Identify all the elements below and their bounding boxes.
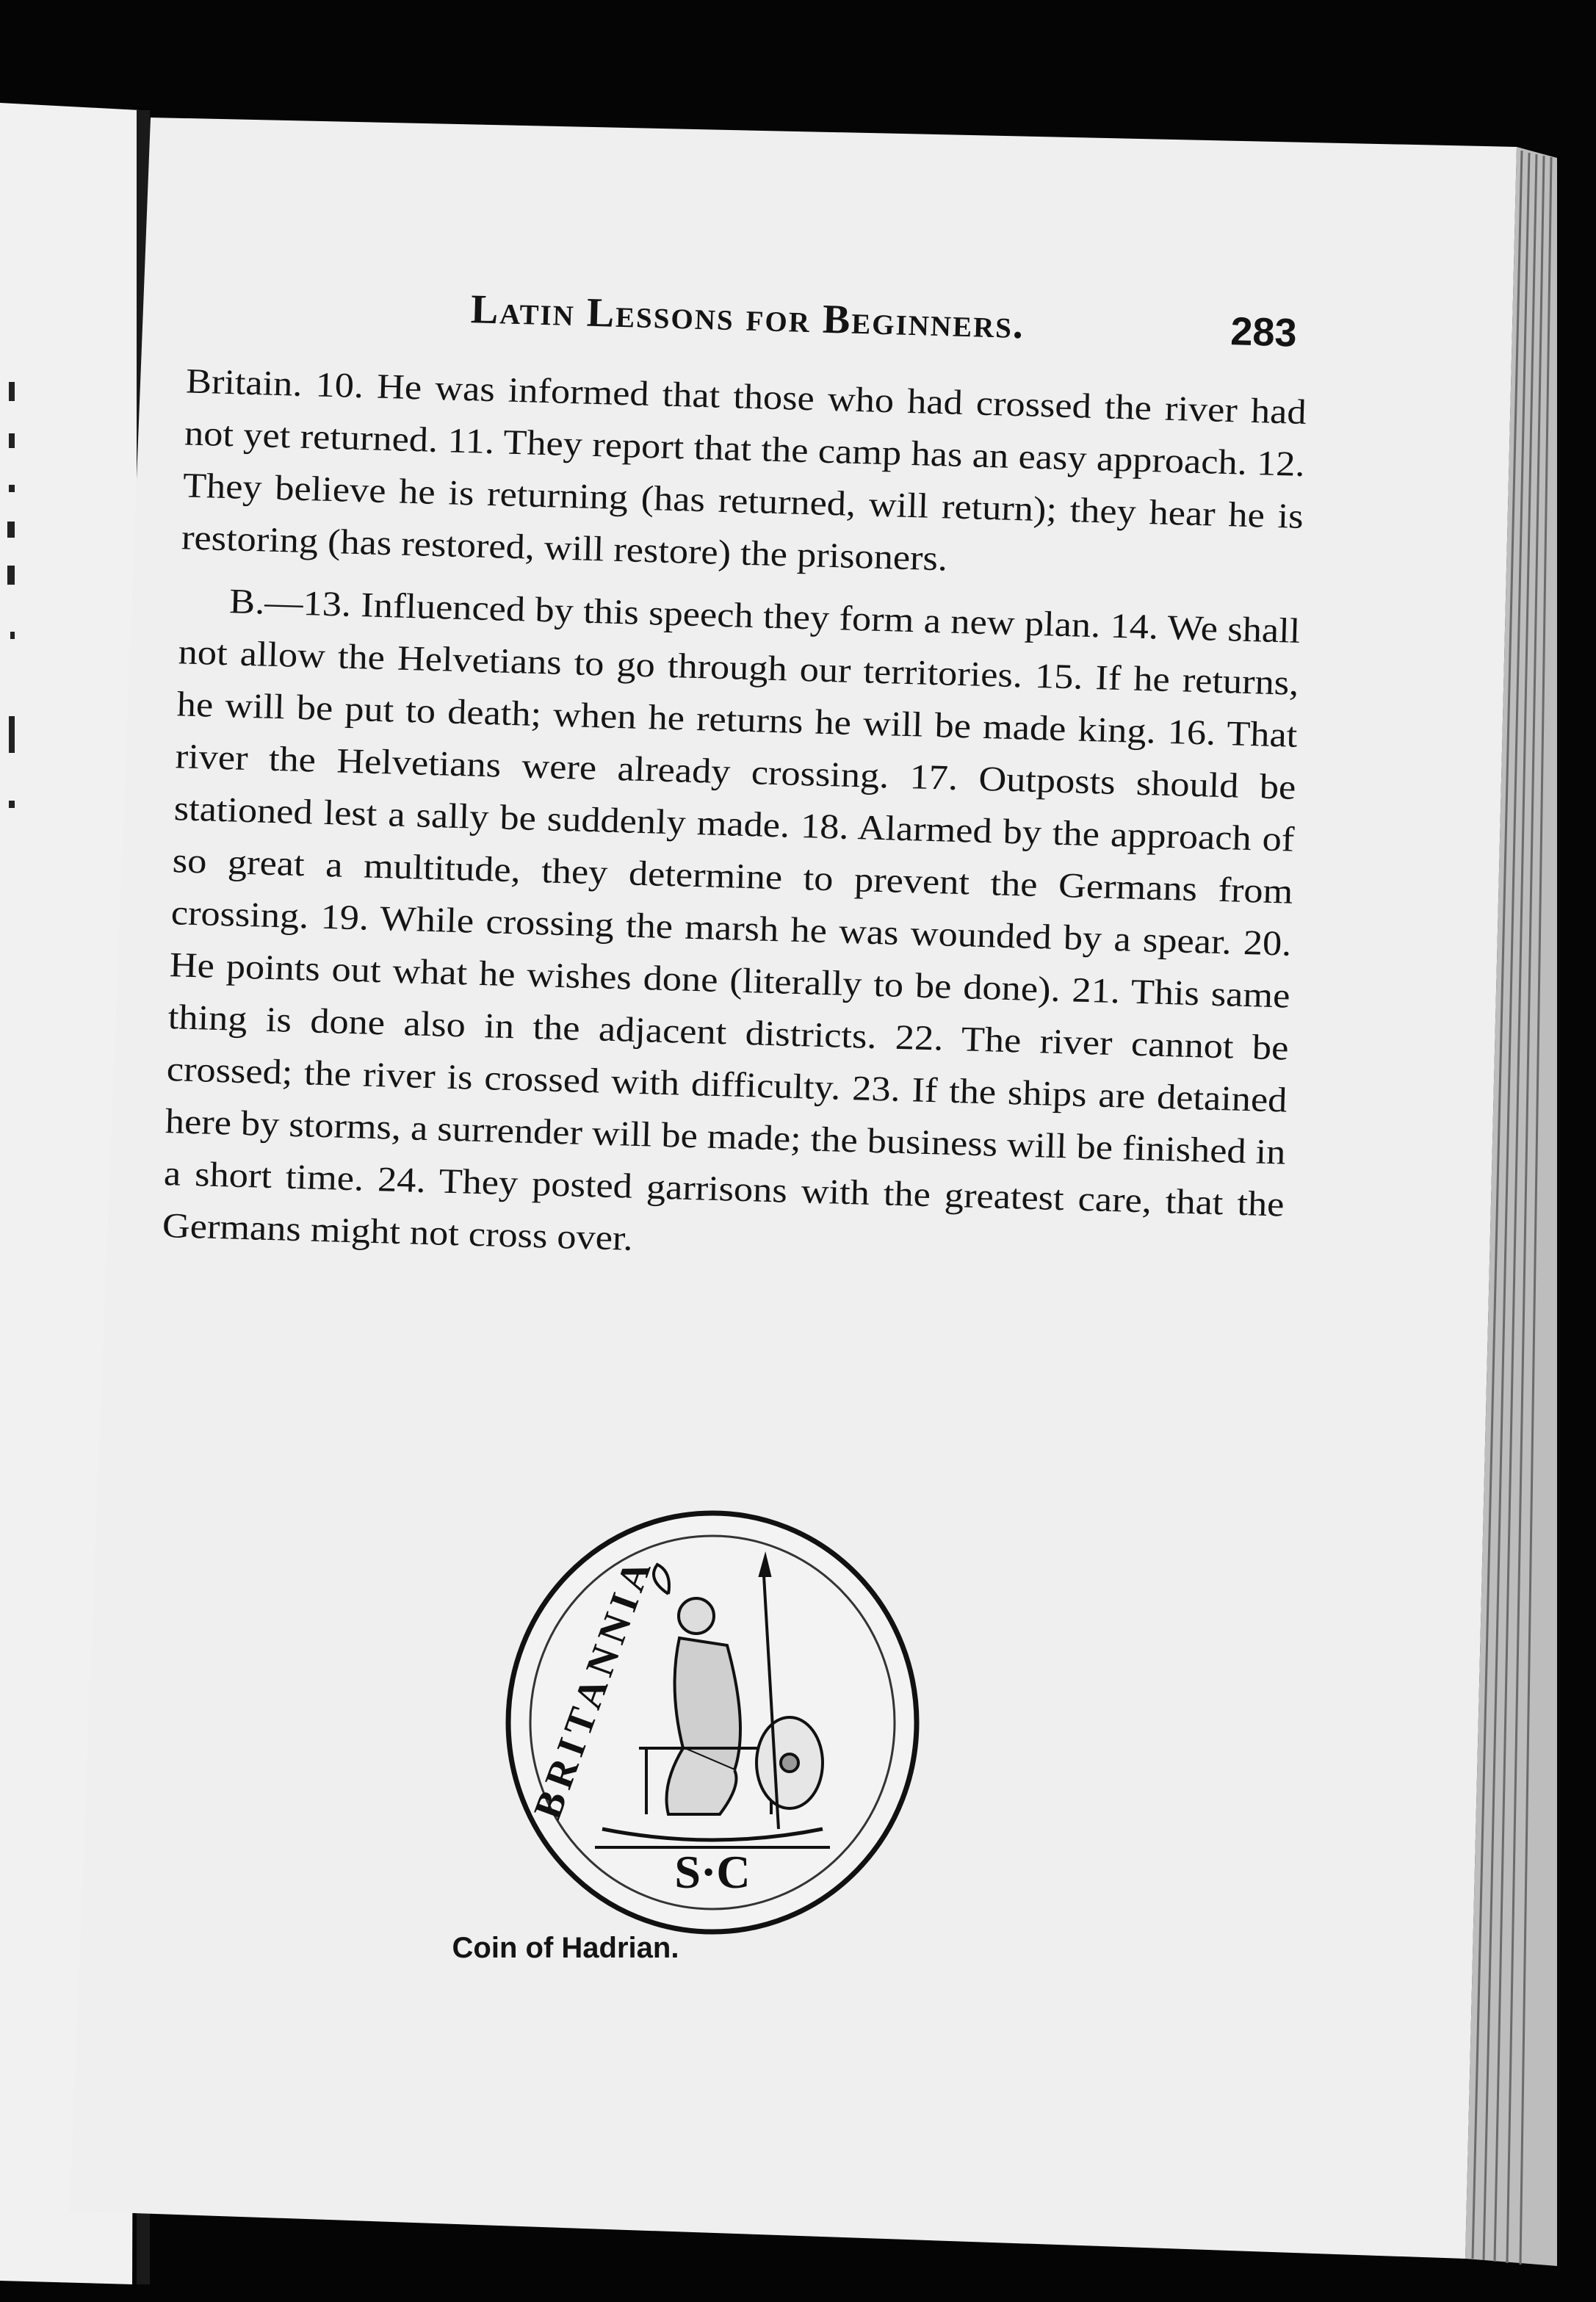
book-title: Latin Lessons for Beginners. [470,286,1025,348]
paragraph-exercises-a-end: Britain. 10. He was informed that those who had crossed the river had not yet returned. 11. They report that the camp has an easy approach. 12. They believe he is returning (has returned, will return); they hear he is restoring (has restored, will restore) the prisoners. [181,361,1307,579]
page-number: 283 [1230,309,1298,356]
text-body [162,355,1307,1282]
paragraph-exercises-b: B.—13. Influenced by this speech they form a new plan. 14. We shall not allow the Helvetians to go through our territories. 15. If he returns, he will be put to death; when he returns he will be made king. 16. That river the Helvetians were already crossing. 17. Outposts should be stationed lest a sally be suddenly made. 18. Alarmed by the approach of so great a multitude, they determine to prevent the Germans from crossing. 19. While crossing the marsh he was wounded by a spear. 20. He points out what he wishes done (literally to be done). 21. This same thing is done also in the adjacent districts. 22. The river cannot be crossed; the river is crossed with difficulty. 23. If the ships are detained here by storms, a surrender will be made; the business will be finished in a short time. 24. They posted garrisons with the greatest care, that the Germans might not cross over. [162,582,1301,1258]
coin-exergue: S·C [674,1846,751,1898]
coin-caption: Coin of Hadrian. [452,1932,679,1964]
coin-legend-text: BRITANNIA [524,1549,662,1825]
coin-illustration [499,1506,925,1939]
